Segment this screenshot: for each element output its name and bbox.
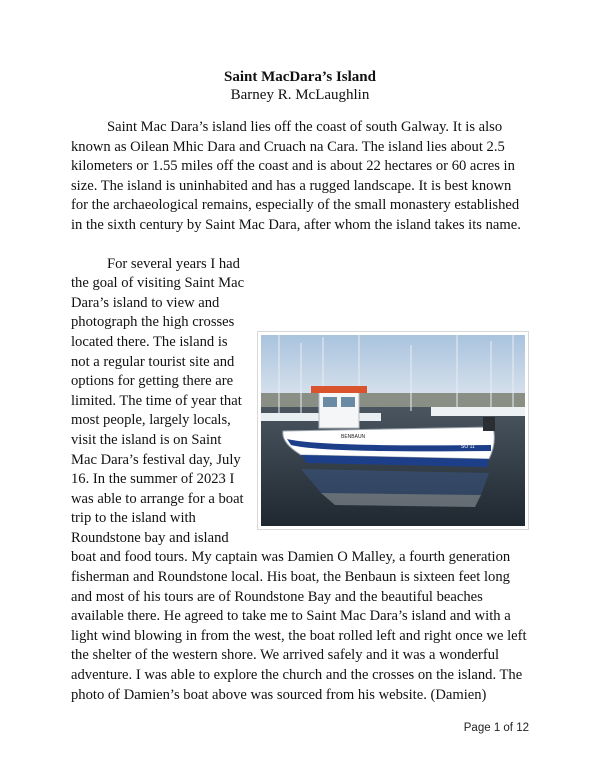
document-author: Barney R. McLaughlin	[230, 87, 370, 103]
boat-photo	[257, 331, 529, 530]
paragraph-visit: For several years I had the goal of visiting Saint Mac Dara’s island to view and photograph the high crosses located there. The island is not a regular tourist site and options for getting there are limited. The time of year that most people, largely locals, visit the island is on Saint Mac Dara’s festival day, July 16. In the summer of 2023 I was able to arrange for a boat trip to the island with Roundstone bay and island boat and food tours. My captain was Damien O Malley, a fourth generation fisherman and Roundstone local. His boat, the Benbaun is sixteen feet long and most of his tours are of Roundstone Bay and the beautiful beaches available there. He agreed to take me to Saint Mac Dara’s island and with a light wind blowing in from the west, the boat rolled left and right once we left the shelter of the western shore. We arrived safely and it was a wonderful adventure. I was able to explore the church and the crosses on the island. The photo of Damien’s boat above was sourced from his website. (Damien)	[71, 255, 527, 703]
page-number: Page 1 of 12	[463, 722, 529, 734]
boat-photo-image	[261, 335, 525, 526]
document-title: Saint MacDara’s Island	[224, 69, 376, 85]
document-page	[71, 68, 529, 705]
boat-name-label: BENBAUN	[341, 433, 366, 440]
paragraph-intro: Saint Mac Dara’s island lies off the coast of south Galway. It is also known as Oilean Mhic Dara and Cruach na Cara. The island lies about 2.5 kilometers or 1.55 miles off the coast and is about 22 hectares or 60 acres in size. The island is uninhabited and has a rugged landscape. It is best known for the archaeological remains, especially of the small monastery established in the sixth century by Saint Mac Dara, after whom the island takes its name.	[71, 119, 521, 233]
boat-hull-mark: SO 11	[461, 443, 475, 450]
